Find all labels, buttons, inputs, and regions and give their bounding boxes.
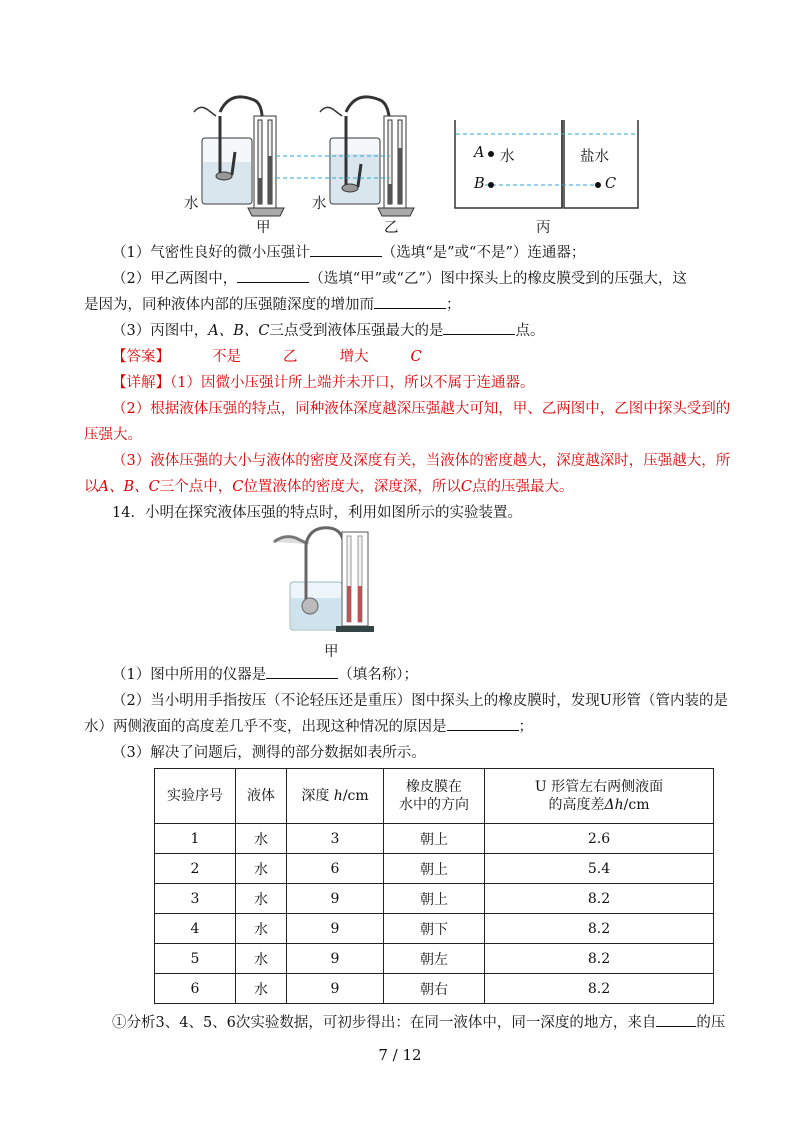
label-point-c: C (605, 176, 617, 192)
q14-part2-cont: 水）两侧液面的高度差几乎不变，出现这种情况的原因是 ； (84, 716, 716, 738)
label-yi: 乙 (384, 220, 399, 236)
table-cell: 朝上 (384, 884, 485, 914)
answer-blank[interactable] (266, 664, 338, 679)
container-bing (455, 120, 638, 208)
table-cell: 2 (155, 854, 236, 884)
table-header-row (155, 769, 714, 824)
data-table (154, 768, 714, 1004)
q13-part2-cont: 是因为，同种液体内部的压强随深度的增加而 ； (84, 294, 716, 316)
table-cell: 朝左 (384, 944, 485, 974)
table-cell: 6 (155, 974, 236, 1004)
table-row (155, 944, 714, 974)
label-point-a: A (474, 145, 485, 161)
table-cell: 6 (287, 854, 384, 884)
table-row (155, 824, 714, 854)
answer-blank[interactable] (447, 716, 519, 731)
table-cell: 水 (236, 944, 287, 974)
label-water-3: 水 (500, 149, 515, 165)
table-cell: 水 (236, 854, 287, 884)
table-cell: 8.2 (485, 944, 714, 974)
header-depth: 深度 h/cm (287, 769, 384, 824)
table-cell: 9 (287, 974, 384, 1004)
table-cell: 朝上 (384, 854, 485, 884)
figure-pressure-gauges (180, 92, 640, 232)
q14-part1: （1）图中所用的仪器是 （填名称）； (112, 664, 716, 686)
label-salt-water: 盐水 (580, 149, 609, 165)
figure-u-tube-gauge (272, 524, 382, 636)
label-water-1: 水 (184, 196, 199, 212)
table-cell: 水 (236, 914, 287, 944)
q13-detail-3: （3）液体压强的大小与液体的密度及深度有关，当液体的密度越大，深度越深时，压强越大，所 (112, 453, 731, 469)
table-cell: 9 (287, 914, 384, 944)
q13-part2: （2）甲乙两图中， （选填“甲”或“乙”）图中探头上的橡皮膜受到的压强大，这 (112, 268, 716, 290)
answer-blank[interactable] (310, 242, 382, 257)
q13-part1: （1）气密性良好的微小压强计 （选填“是”或“不是”）连通器； (112, 242, 716, 264)
table-cell: 8.2 (485, 914, 714, 944)
label-bing: 丙 (536, 220, 551, 236)
answer-blank[interactable] (374, 294, 446, 309)
q14-stem: 14．小明在探究液体压强的特点时，利用如图所示的实验装置。 (112, 505, 522, 521)
table-cell: 5.4 (485, 854, 714, 884)
table-cell: 3 (155, 884, 236, 914)
table-row (155, 914, 714, 944)
table-row (155, 854, 714, 884)
page-number: 7 / 12 (378, 1046, 422, 1064)
label-point-b: B (474, 176, 485, 192)
header-height-diff: U 形管左右两侧液面 的高度差Δh/cm (485, 769, 714, 824)
q13-detail-3-cont: 以A、B、C三个点中，C位置液体的密度大，深度深，所以C点的压强最大。 (84, 479, 574, 495)
table-cell: 水 (236, 884, 287, 914)
table-cell: 9 (287, 884, 384, 914)
table-cell: 3 (287, 824, 384, 854)
header-direction: 橡皮膜在 水中的方向 (384, 769, 485, 824)
table-cell: 8.2 (485, 884, 714, 914)
table-cell: 1 (155, 824, 236, 854)
table-row (155, 974, 714, 1004)
answer-blank[interactable] (656, 1012, 696, 1027)
table-cell: 朝上 (384, 824, 485, 854)
label-jia: 甲 (256, 220, 271, 236)
table-row (155, 884, 714, 914)
q13-part3: （3）丙图中，A、B、C三点受到液体压强最大的是 点。 (112, 320, 716, 342)
beaker-jia (194, 97, 284, 216)
table-cell: 9 (287, 944, 384, 974)
table-cell: 5 (155, 944, 236, 974)
answer-blank[interactable] (237, 268, 309, 283)
table-cell: 8.2 (485, 974, 714, 1004)
answer-blank[interactable] (443, 320, 515, 335)
label-water-2: 水 (312, 196, 327, 212)
table-cell: 2.6 (485, 824, 714, 854)
q13-detail-2: （2）根据液体压强的特点，同种液体深度越深压强越大可知，甲、乙两图中，乙图中探头受到的 (112, 401, 731, 417)
label-jia-2: 甲 (324, 644, 339, 660)
q13-detail-2-cont: 压强大。 (84, 427, 142, 443)
q14-part2: （2）当小明用手指按压（不论轻压还是重压）图中探头上的橡皮膜时，发现U形管（管内装的是 (112, 693, 728, 709)
header-liquid: 液体 (236, 769, 287, 824)
header-trial: 实验序号 (155, 769, 236, 824)
q13-answer: 【答案】 不是 乙 增大 C (112, 349, 422, 365)
table-cell: 朝右 (384, 974, 485, 1004)
table-cell: 4 (155, 914, 236, 944)
table-cell: 水 (236, 974, 287, 1004)
table-cell: 水 (236, 824, 287, 854)
q13-detail-1: 【详解】（1）因微小压强计所上端并未开口，所以不属于连通器。 (112, 375, 535, 391)
q14-conclusion: ①分析3、4、5、6次实验数据，可初步得出：在同一液体中，同一深度的地方，来自 的压 (112, 1012, 716, 1034)
q14-part3: （3）解决了问题后，测得的部分数据如表所示。 (112, 745, 426, 761)
table-cell: 朝下 (384, 914, 485, 944)
